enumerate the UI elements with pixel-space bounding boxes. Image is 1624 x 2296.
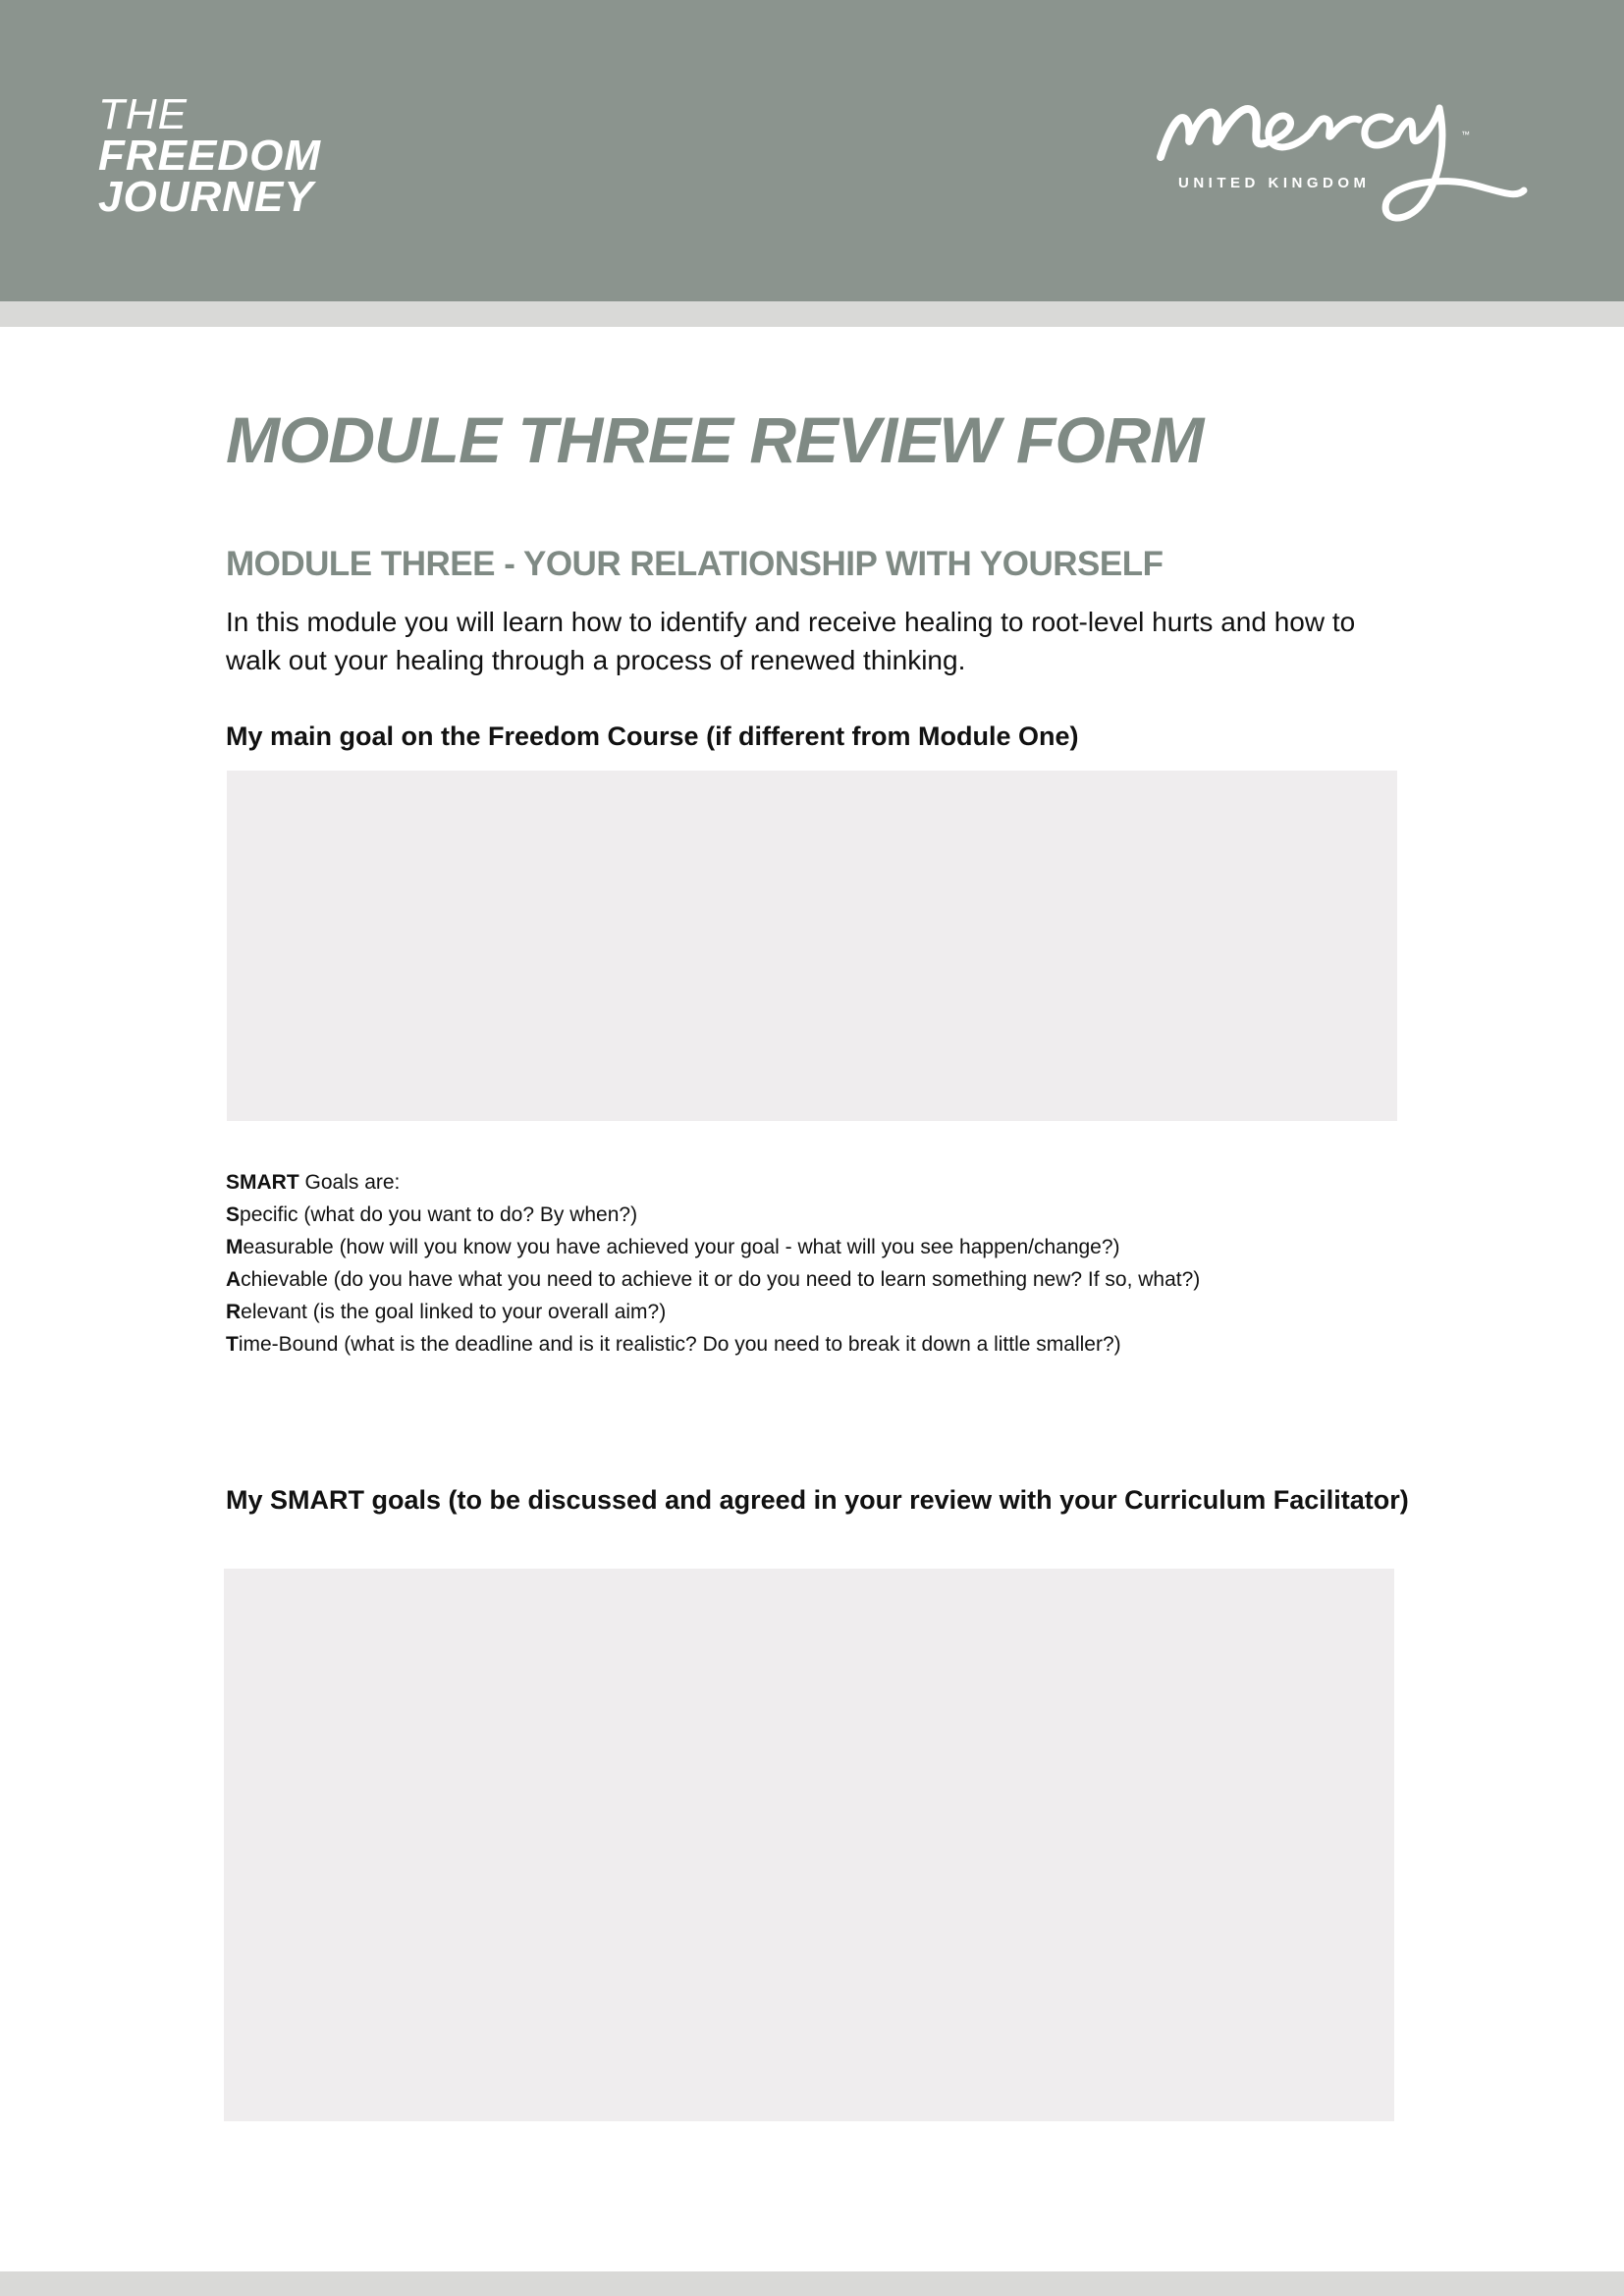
page-header — [0, 0, 1624, 301]
brand-freedom: FREEDOM — [98, 132, 321, 180]
smart-letter: S — [226, 1203, 241, 1226]
smart-text: pecific (what do you want to do? By when?) — [240, 1203, 638, 1226]
freedom-journey-logo — [98, 90, 321, 221]
smart-text: ime-Bound (what is the deadline and is it realistic? Do you need to break it down a little smaller?) — [238, 1333, 1121, 1356]
smart-item-time-bound — [226, 1328, 1200, 1361]
smart-item-achievable — [226, 1263, 1200, 1296]
trademark-mark: ™ — [1461, 130, 1470, 139]
page-title: MODULE THREE REVIEW FORM — [226, 403, 1204, 476]
smart-intro — [226, 1166, 1200, 1199]
smart-letter: M — [226, 1236, 244, 1258]
header-band — [0, 301, 1624, 327]
smart-text: elevant (is the goal linked to your overall aim?) — [241, 1301, 667, 1323]
smart-item-relevant — [226, 1296, 1200, 1328]
module-heading: MODULE THREE - YOUR RELATIONSHIP WITH YOURSELF — [226, 545, 1164, 583]
smart-item-specific — [226, 1199, 1200, 1231]
footer-band — [0, 2271, 1624, 2296]
smart-goals-field[interactable] — [224, 1569, 1394, 2121]
smart-item-measurable — [226, 1231, 1200, 1263]
smart-letter: R — [226, 1301, 242, 1323]
main-goal-label: My main goal on the Freedom Course (if different from Module One) — [226, 721, 1079, 751]
smart-intro-rest: Goals are: — [298, 1171, 401, 1194]
logo-subtitle: UNITED KINGDOM — [1178, 175, 1371, 191]
smart-intro-bold: SMART — [226, 1171, 299, 1194]
brand-journey: JOURNEY — [98, 173, 314, 221]
smart-letter: A — [226, 1268, 242, 1291]
smart-goals-label: My SMART goals (to be discussed and agreed in your review with your Curriculum Facilitator) — [226, 1485, 1409, 1515]
smart-letter: T — [226, 1333, 239, 1356]
brand-the: THE — [98, 90, 188, 138]
module-intro: In this module you will learn how to identify and receive healing to root-level hurts and how to walk out your healing through a process of renewed thinking. — [226, 607, 1356, 675]
mercy-logo — [1149, 86, 1542, 234]
main-goal-field[interactable] — [227, 771, 1397, 1121]
smart-goals-list — [226, 1166, 1200, 1361]
smart-text: chievable (do you have what you need to achieve it or do you need to learn something new? If so, what?) — [241, 1268, 1201, 1291]
smart-text: easurable (how will you know you have achieved your goal - what will you see happen/change?) — [243, 1236, 1120, 1258]
